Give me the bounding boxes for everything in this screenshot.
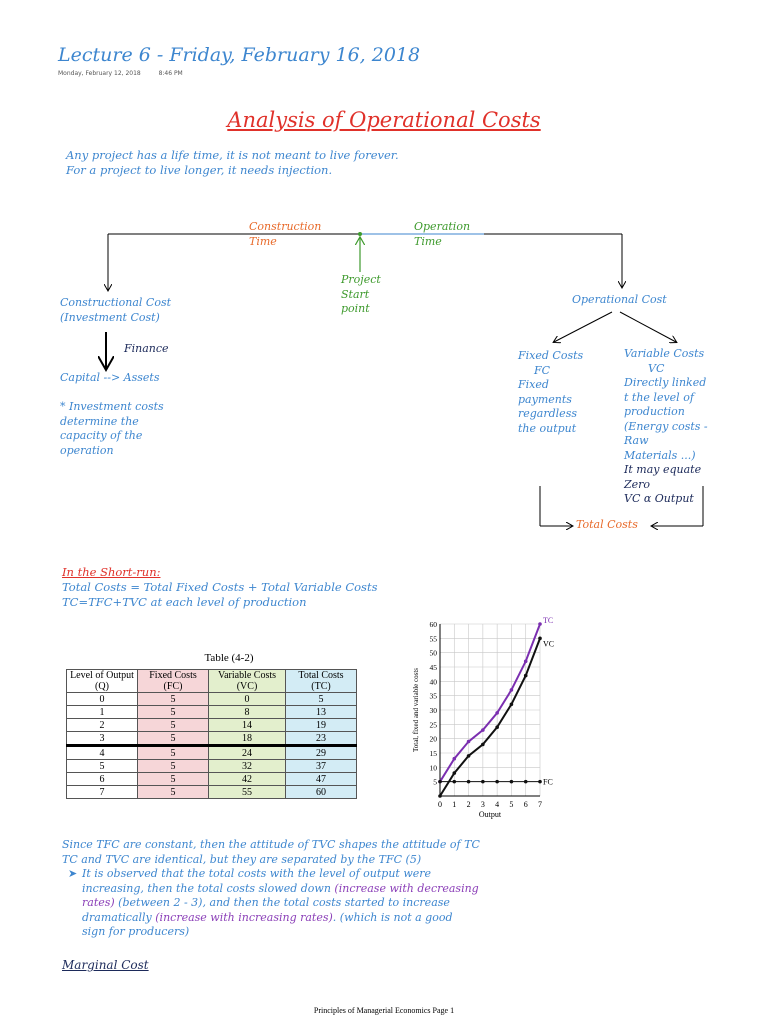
data-point-fc (467, 780, 471, 784)
variable-note-line: VC α Output (624, 492, 694, 505)
page-title: Analysis of Operational Costs (227, 108, 541, 132)
data-point-vc (481, 743, 485, 747)
x-tick-label: 7 (538, 800, 542, 809)
bullet-line: rates) (between 2 - 3), and then the total costs started to increase (82, 896, 450, 909)
bullet-line: sign for producers) (82, 925, 190, 938)
construction-time-label (249, 220, 321, 249)
analysis-line: TC and TVC are identical, but they are separated by the TFC (5) (62, 852, 422, 866)
data-point-fc (510, 780, 514, 784)
intro-line: For a project to live longer, it needs injection. (66, 163, 333, 177)
data-point-vc (452, 771, 456, 775)
data-point-tc (467, 740, 471, 744)
variable-costs-block (624, 347, 708, 463)
y-tick-label: 15 (429, 749, 437, 758)
variable-note-line: Zero (624, 477, 651, 491)
header-total: Total Costs (TC) (286, 670, 357, 693)
data-point-vc (524, 674, 528, 678)
header-output: Level of Output (Q) (67, 670, 138, 693)
y-tick-label: 20 (429, 734, 437, 744)
variable-line: Variable Costs (624, 347, 705, 360)
cost-chart (404, 612, 580, 824)
bullet-line: It is observed that the total costs with the level of output were (82, 867, 432, 880)
data-point-tc (452, 757, 456, 761)
analysis-section (62, 838, 742, 940)
fixed-line: the output (518, 421, 577, 435)
table-row: 6 5 42 47 (67, 773, 357, 786)
total-costs-label: Total Costs (576, 518, 638, 531)
fixed-line: Fixed (518, 378, 549, 391)
y-tick-label: 45 (429, 663, 437, 672)
constructional-cost-label (60, 296, 171, 325)
table-caption: Table (4-2) (204, 652, 254, 664)
data-point-fc (481, 780, 485, 784)
construction-word: Construction (249, 220, 322, 233)
fixed-line: Fixed Costs (518, 349, 584, 362)
data-point-tc (495, 711, 499, 715)
intro-line: Any project has a life time, it is not meant to live forever. (66, 148, 399, 162)
x-tick-label: 0 (438, 800, 442, 809)
x-tick-label: 2 (466, 800, 471, 809)
variable-note (624, 463, 701, 507)
finance-label: Finance (124, 342, 169, 355)
note-line: capacity of the (60, 429, 143, 442)
y-tick-label: 5 (433, 777, 437, 787)
table-row: 3 5 18 23 (67, 732, 357, 746)
operation-time-label (414, 220, 470, 249)
capital-assets-label: Capital --> Assets (60, 371, 160, 384)
data-point-tc (524, 659, 528, 663)
x-tick-label: 5 (509, 800, 514, 809)
bullet-line: dramatically (increase with increasing rates). (which is not a good (82, 910, 453, 924)
y-axis-label: Total, fixed and variable costs (412, 667, 420, 753)
table-row: 0 5 0 5 (67, 693, 357, 706)
start-word: Start (341, 287, 370, 301)
fixed-line: regardless (518, 407, 577, 420)
variable-note-line: It may equate (624, 463, 702, 476)
note-line: * Investment costs (60, 400, 164, 413)
short-run-heading: In the Short-run: (62, 565, 161, 579)
table-row: 1 5 8 13 (67, 706, 357, 719)
project-start-label (341, 273, 381, 317)
variable-line: (Energy costs - (624, 419, 708, 433)
header-fixed: Fixed Costs (FC) (138, 670, 209, 693)
x-tick-label: 1 (452, 800, 457, 809)
data-point-tc (481, 728, 485, 732)
y-tick-label: 60 (429, 620, 437, 629)
table-header-row (67, 670, 357, 693)
analysis-line: Since TFC are constant, then the attitude of TVC shapes the attitude of TC (62, 838, 480, 851)
table-row: 2 5 14 19 (67, 719, 357, 732)
data-point-fc (495, 780, 499, 784)
cost-table (66, 669, 357, 799)
short-run-formula-abbrev: TC=TFC+TVC at each level of production (62, 595, 307, 609)
data-point-vc (467, 754, 471, 758)
data-point-vc (510, 702, 514, 706)
variable-line: Raw (624, 434, 649, 447)
y-tick-label: 40 (429, 677, 437, 687)
note-date: Monday, February 12, 2018 (58, 70, 141, 77)
data-point-tc (510, 688, 514, 692)
investment-note (60, 400, 164, 458)
x-tick-label: 6 (523, 800, 528, 809)
data-point-vc (438, 794, 442, 798)
variable-line: Materials ...) (624, 448, 696, 462)
header-variable: Variable Costs (VC) (209, 670, 286, 693)
note-time: 8:46 PM (158, 70, 183, 77)
table-row: 4 5 24 29 (67, 746, 357, 760)
bullet-arrow-icon: ➤ (68, 867, 78, 880)
time-word: Time (249, 234, 277, 248)
y-tick-label: 10 (429, 763, 437, 773)
x-tick-label: 4 (495, 800, 500, 809)
investment-cost-line: (Investment Cost) (60, 310, 160, 324)
data-point-fc (438, 780, 442, 784)
y-tick-label: 55 (429, 634, 437, 644)
variable-line: Directly linked (624, 376, 707, 389)
page-footer: Principles of Managerial Economics Page 1 (313, 1006, 455, 1015)
fixed-costs-block (518, 349, 583, 436)
data-point-fc (452, 780, 456, 784)
data-point-vc (538, 637, 542, 641)
lecture-heading: Lecture 6 - Friday, February 16, 2018 (58, 44, 421, 66)
data-point-vc (495, 725, 499, 729)
fixed-line: FC (534, 363, 551, 377)
data-point-tc (538, 622, 542, 626)
data-point-fc (524, 780, 528, 784)
time-word: Time (414, 234, 442, 248)
fixed-line: payments (518, 392, 572, 406)
series-label-tc: TC (543, 616, 554, 625)
operation-word: Operation (414, 220, 471, 233)
constructional-cost-line: Constructional Cost (60, 296, 172, 309)
short-run-section (62, 565, 377, 610)
x-tick-label: 3 (480, 800, 485, 809)
series-label-vc: VC (543, 639, 555, 649)
y-tick-label: 35 (429, 691, 437, 701)
y-tick-label: 30 (429, 706, 437, 715)
note-line: determine the (60, 414, 139, 428)
variable-line: t the level of (624, 390, 694, 404)
table-row: 5 5 32 37 (67, 760, 357, 773)
y-tick-label: 50 (429, 648, 437, 658)
series-label-fc: FC (543, 777, 553, 787)
operational-cost-label: Operational Cost (572, 293, 667, 306)
x-axis-label: Output (478, 810, 502, 819)
note-line: operation (60, 443, 114, 457)
project-word: Project (341, 273, 381, 286)
data-point-fc (538, 780, 542, 784)
point-word: point (341, 302, 370, 315)
variable-line: production (624, 405, 685, 418)
variable-line: VC (648, 361, 665, 375)
short-run-formula: Total Costs = Total Fixed Costs + Total Variable Costs (62, 580, 378, 594)
analysis-bullet (62, 867, 742, 940)
table-row: 7 5 55 60 (67, 786, 357, 799)
bullet-line: increasing, then the total costs slowed down (increase with decreasing (82, 881, 479, 895)
y-tick-label: 25 (429, 720, 437, 730)
marginal-cost-heading: Marginal Cost (62, 958, 149, 972)
